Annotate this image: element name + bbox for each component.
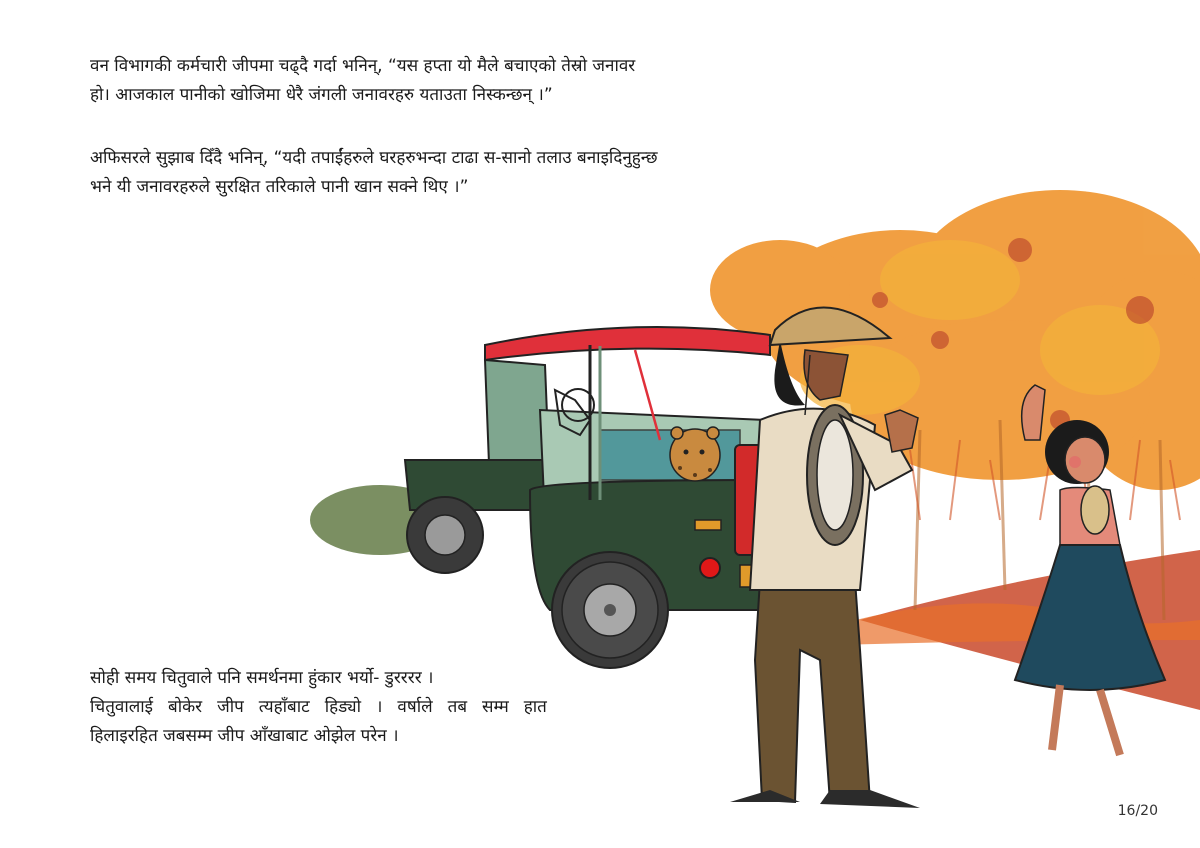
word: बोकेर <box>168 697 203 717</box>
word: । <box>375 697 383 717</box>
justified-text-line <box>90 693 547 722</box>
word: हात <box>523 697 547 717</box>
text-line: भने यी जनावरहरुले सुरक्षित तरिकाले पानी खान सक्ने थिए ।” <box>90 177 469 197</box>
text-line: हिलाइरहित जबसम्म जीप आँखाबाट ओझेल परेन । <box>90 726 399 746</box>
page-number: 16/20 <box>1117 803 1158 819</box>
word: चितुवालाई <box>90 697 154 717</box>
word: वर्षाले <box>397 697 433 717</box>
jeep-icon <box>405 327 780 668</box>
text-line: हो। आजकाल पानीको खोजिमा धेरै जंगली जनावरहरु यताउता निस्कन्छन् ।” <box>90 85 553 105</box>
word: त्यहाँबाट <box>258 697 310 717</box>
text-line: वन विभागकी कर्मचारी जीपमा चढ्दै गर्दा भनिन्, “यस हप्ता यो मैले बचाएको तेस्रो जनावर <box>90 56 636 76</box>
text-line: अफिसरले सुझाब दिँदै भनिन्, “यदी तपाईंहरुले घरहरुभन्दा टाढा स-सानो तलाउ बनाइदिनुहुन्छ <box>90 148 658 168</box>
word: जीप <box>217 697 244 717</box>
story-paragraph-1 <box>90 52 635 110</box>
word: सम्म <box>482 697 509 717</box>
word: हिड्यो <box>324 697 361 717</box>
text-line: सोही समय चितुवाले पनि समर्थनमा हुंकार भर्यो- डुरररर । <box>90 668 434 688</box>
word: तब <box>447 697 468 717</box>
leopard-icon <box>670 427 720 481</box>
story-paragraph-3 <box>90 664 547 751</box>
